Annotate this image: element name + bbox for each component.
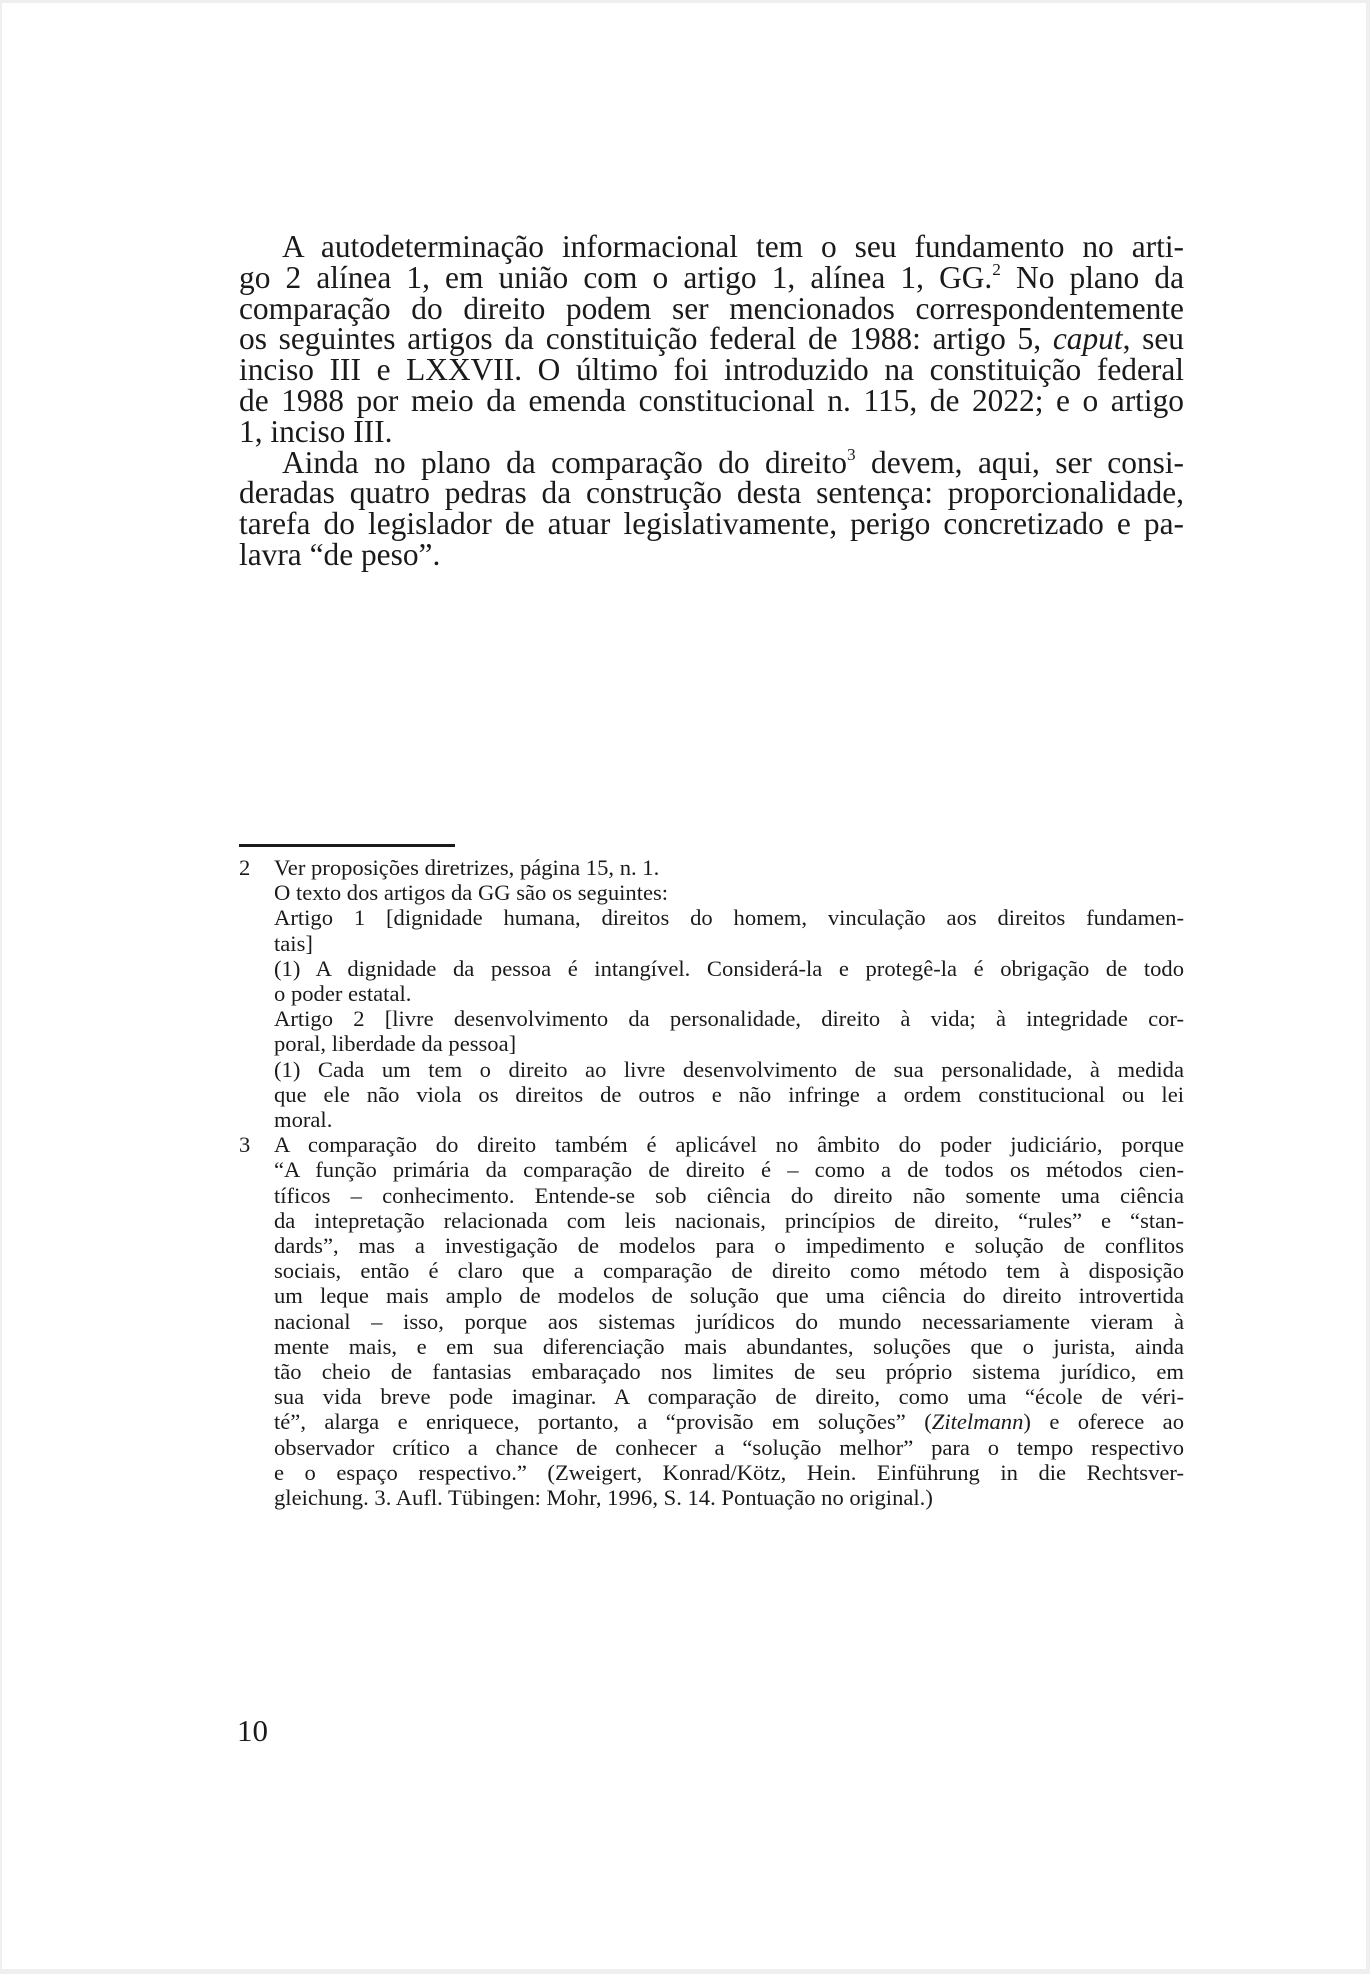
footnotes <box>239 855 1184 1510</box>
text-line: de 1988 por meio da emenda constitucional n. 115, de 2022; e o artigo <box>239 382 1184 418</box>
footnote-line: tíficos – conhecimento. Entende-se sob ciência do direito não somente uma ciência <box>274 1182 1184 1208</box>
text-segment: devem, aqui, ser consi- <box>855 444 1185 480</box>
footnote-line: moral. <box>274 1107 333 1133</box>
footnote-line: O texto dos artigos da GG são os seguintes: <box>274 880 669 906</box>
footnote-line: o poder estatal. <box>274 981 412 1007</box>
footnote-line: Artigo 1 [dignidade humana, direitos do homem, vinculação aos direitos fundamen- <box>274 905 1184 931</box>
text-segment: os seguintes artigos da constituição federal de 1988: artigo 5, <box>239 321 1053 357</box>
text-line: tarefa do legislador de atuar legislativamente, perigo concretizado e pa- <box>239 506 1184 542</box>
footnote-line: mente mais, e em sua diferenciação mais abundantes, soluções que o jurista, ainda <box>274 1333 1184 1359</box>
text-line: 1, inciso III. <box>239 413 393 449</box>
page-number: 10 <box>237 1713 268 1748</box>
text-segment: ) e oferece ao <box>1023 1409 1184 1435</box>
footnote-line: que ele não viola os direitos de outros e não infringe a ordem constitucional ou lei <box>274 1081 1184 1107</box>
footnote-number: 3 <box>239 1132 251 1158</box>
footnote-line: e o espaço respectivo.” (Zweigert, Konrad/Kötz, Hein. Einführung in die Rechtsver- <box>274 1459 1184 1485</box>
paragraph-1 <box>239 229 1184 449</box>
text-line <box>239 321 1184 357</box>
footnote-line: tão cheio de fantasias embaraçado nos limites de seu próprio sistema jurídico, em <box>274 1359 1184 1385</box>
footnote-line: (1) A dignidade da pessoa é intangível. Considerá-la e protegê-la é obrigação de todo <box>274 955 1184 981</box>
text-line <box>239 444 1185 480</box>
footnote-line: tais] <box>274 930 313 956</box>
text-line: deradas quatro pedras da construção desta sentença: proporcionalidade, <box>239 475 1184 511</box>
text-line: inciso III e LXXVII. O último foi introduzido na constituição federal <box>239 352 1184 388</box>
footnote-line <box>274 1409 1184 1434</box>
footnote-ref-2[interactable]: 2 <box>992 259 1001 279</box>
footnote-line: sociais, então é claro que a comparação de direito como método tem à disposição <box>274 1258 1184 1284</box>
footnote-line: observador crítico a chance de conhecer a “solução melhor” para o tempo respectivo <box>274 1434 1184 1460</box>
text-segment: Ainda no plano da comparação do direito <box>282 444 847 480</box>
text-segment: go 2 alínea 1, em união com o artigo 1, alínea 1, GG. <box>239 259 993 295</box>
text-line: lavra “de peso”. <box>239 536 441 572</box>
italic-term: caput <box>1052 321 1123 357</box>
body-text <box>239 229 1185 572</box>
text-segment: té”, alarga e enriquece, portanto, a “provisão em soluções” ( <box>274 1409 932 1435</box>
footnote-line: “A função primária da comparação de direito é – como a de todos os métodos cien- <box>274 1157 1184 1183</box>
text-line <box>239 259 1184 295</box>
footnote-line: dards”, mas a investigação de modelos para o impedimento e solução de conflitos <box>274 1233 1184 1259</box>
footnote-line: nacional – isso, porque aos sistemas jurídicos do mundo necessariamente vieram à <box>274 1308 1184 1334</box>
footnote-line: A comparação do direito também é aplicável no âmbito do poder judiciário, porque <box>274 1132 1184 1158</box>
text-line: comparação do direito podem ser mencionados correspondentemente <box>239 290 1184 326</box>
footnote-line: Artigo 2 [livre desenvolvimento da personalidade, direito à vida; à integridade cor- <box>274 1006 1184 1032</box>
footnote-separator <box>239 844 455 847</box>
footnote-line: Ver proposições diretrizes, página 15, n. 1. <box>274 855 660 880</box>
footnote-2 <box>239 855 1184 1132</box>
footnote-3 <box>239 1132 1184 1510</box>
footnote-line: gleichung. 3. Aufl. Tübingen: Mohr, 1996, S. 14. Pontuação no original.) <box>274 1485 933 1511</box>
footnote-line: sua vida breve pode imaginar. A comparação de direito, como uma “école de véri- <box>274 1384 1184 1410</box>
footnote-line: poral, liberdade da pessoa] <box>274 1031 517 1057</box>
footnote-line: da intepretação relacionada com leis nacionais, princípios de direito, “rules” e “stan- <box>274 1207 1184 1233</box>
footnote-ref-3[interactable]: 3 <box>846 444 856 464</box>
text-segment: No plano da <box>1000 259 1184 295</box>
paragraph-2 <box>239 444 1185 572</box>
text-line: A autodeterminação informacional tem o seu fundamento no arti- <box>282 229 1184 264</box>
document-page <box>2 3 1366 1969</box>
italic-name: Zitelmann <box>931 1409 1024 1435</box>
text-segment: , seu <box>1122 321 1184 357</box>
footnote-line: (1) Cada um tem o direito ao livre desenvolvimento de sua personalidade, à medida <box>274 1056 1184 1082</box>
footnote-number: 2 <box>239 855 251 880</box>
footnote-line: um leque mais amplo de modelos de solução que uma ciência do direito introvertida <box>274 1283 1184 1309</box>
